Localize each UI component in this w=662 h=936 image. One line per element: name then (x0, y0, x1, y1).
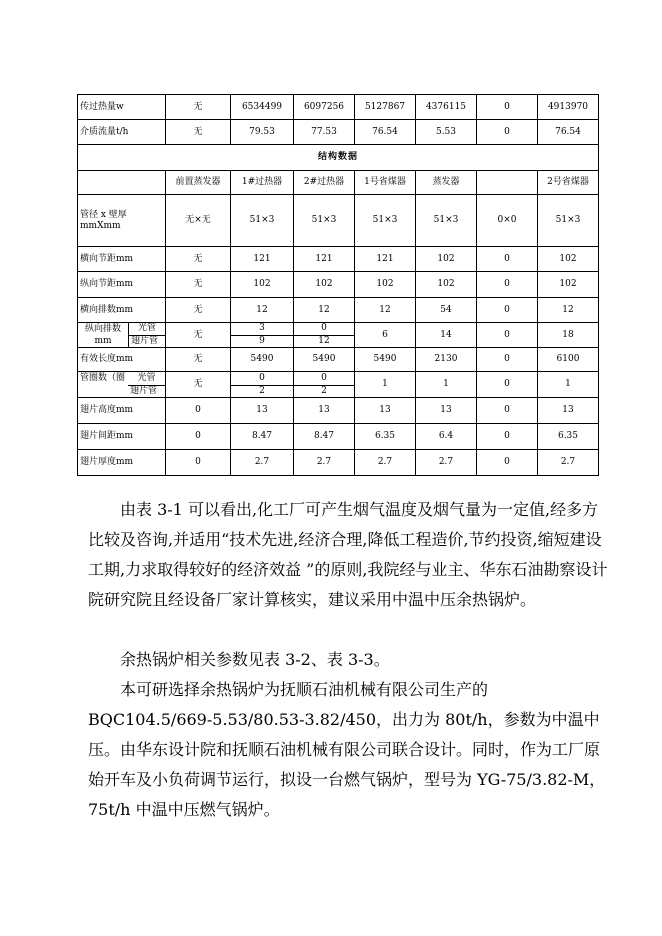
table-cell: 12 (294, 298, 355, 323)
table-cell: 54 (416, 298, 477, 323)
table-cell: 3 (259, 323, 265, 334)
table-cell: 51×3 (231, 195, 294, 247)
table-cell: 6.4 (416, 424, 477, 450)
sub-label: 翅片管 (129, 335, 166, 347)
sub-label: 翅片管 (128, 385, 165, 397)
sub-label: 光管 (137, 323, 156, 334)
table-cell: 76.54 (355, 120, 416, 145)
table-cell: 102 (538, 272, 599, 298)
table-cell: 18 (538, 323, 599, 348)
table-cell: 76.54 (538, 120, 599, 145)
table-cell: 13 (231, 398, 294, 424)
table-row (78, 298, 599, 323)
table-cell: 2.7 (231, 450, 294, 476)
row-label: 横向节距mm (78, 247, 166, 272)
table-cell: 0 (321, 323, 327, 334)
table-cell: 0 (477, 424, 538, 450)
table-row (78, 323, 599, 348)
row-label: 管径 x 壁厚 mmXmm (78, 195, 166, 247)
table-cell: 0 (477, 120, 538, 145)
table-cell: 13 (416, 398, 477, 424)
table-cell: 0 (477, 298, 538, 323)
boiler-parameter-table (77, 94, 599, 476)
table-cell: 4376115 (416, 95, 477, 120)
table-cell: 12 (355, 298, 416, 323)
table-cell: 12 (294, 335, 354, 347)
table-cell: 无 (166, 247, 231, 272)
table-cell: 121 (355, 247, 416, 272)
table-cell: 51×3 (416, 195, 477, 247)
table-cell: 1 (355, 372, 416, 398)
table-cell: 无 (166, 298, 231, 323)
table-cell: 无 (166, 323, 231, 348)
section-row (78, 145, 599, 171)
table-row (78, 272, 599, 298)
table-cell: 121 (294, 247, 355, 272)
table-cell: 51×3 (538, 195, 599, 247)
section-title: 结构数据 (78, 145, 599, 171)
table-cell: 无×无 (166, 195, 231, 247)
table-cell: 13 (538, 398, 599, 424)
table-cell: 0 (477, 272, 538, 298)
table-cell: 0 (477, 372, 538, 398)
table-cell: 0 (321, 372, 327, 383)
header-row (78, 171, 599, 195)
table-cell: 2.7 (416, 450, 477, 476)
row-label-unit: mm (94, 336, 112, 346)
table-cell: 13 (294, 398, 355, 424)
row-label: 纵向节距mm (78, 272, 166, 298)
table-cell: 13 (355, 398, 416, 424)
table-cell: 6097256 (294, 95, 355, 120)
table-row (78, 348, 599, 372)
table-cell: 5.53 (416, 120, 477, 145)
table-cell: 1 (538, 372, 599, 398)
paragraph-selection-rationale: 由表 3-1 可以看出,化工厂可产生烟气温度及烟气量为一定值,经多方比较及咨询,并适用“技术先进,经济合理,降低工程造价,节约投资,缩短建设工期,力求取得较好的经济效益 ”的原则,我院经与业主、华东石油勘察设计院研究院且经设备厂家计算核实，建议采用中温中压余热锅炉。 (88, 500, 608, 609)
table-cell: 102 (538, 247, 599, 272)
row-label: 有效长度mm (78, 348, 166, 372)
table-cell: 4913970 (538, 95, 599, 120)
paragraph-boiler-selection: 本可研选择余热锅炉为抚顺石油机械有限公司生产的 BQC104.5/669-5.53/80.53-3.82/450，出力为 80t/h，参数为中温中压。由华东设计院和抚顺石油机械有限公司联合设计。同时，作为工厂原始开车及小负荷调节运行，拟设一台燃气锅炉，型号为 YG-75/3.82-M，75t/h 中温中压燃气锅炉。 (88, 680, 606, 819)
row-label: 翅片间距mm (78, 424, 166, 450)
table-cell: 0 (477, 398, 538, 424)
row-label: 纵向排数 (84, 324, 121, 334)
row-label: 翅片厚度mm (78, 450, 166, 476)
table-row (78, 450, 599, 476)
table-cell: 无 (166, 272, 231, 298)
table-cell: 无 (166, 95, 231, 120)
table-row (78, 195, 599, 247)
table-cell: 9 (231, 335, 293, 347)
table-cell: 79.53 (231, 120, 294, 145)
table-cell: 6 (355, 323, 416, 348)
table-cell: 6.35 (538, 424, 599, 450)
table-row (78, 247, 599, 272)
column-header: 2号省煤器 (538, 171, 599, 195)
table-cell: 2.7 (355, 450, 416, 476)
table-cell: 6534499 (231, 95, 294, 120)
table-cell: 0 (259, 372, 265, 383)
table-cell: 102 (231, 272, 294, 298)
table-cell: 0 (166, 424, 231, 450)
column-header: 1#过热器 (231, 171, 294, 195)
table-cell: 102 (355, 272, 416, 298)
row-label: 横向排数mm (78, 298, 166, 323)
table-cell: 77.53 (294, 120, 355, 145)
table-cell: 51×3 (294, 195, 355, 247)
table-cell: 6100 (538, 348, 599, 372)
table-cell: 2 (294, 385, 354, 397)
column-header: 2#过热器 (294, 171, 355, 195)
table-cell: 0 (166, 398, 231, 424)
table-cell: 12 (538, 298, 599, 323)
table-cell: 5490 (231, 348, 294, 372)
table-cell: 0 (477, 450, 538, 476)
table-cell: 0 (166, 450, 231, 476)
column-header (78, 171, 166, 195)
table-cell: 121 (231, 247, 294, 272)
table-cell: 5490 (294, 348, 355, 372)
table-row (78, 95, 599, 120)
row-label: 翅片高度mm (78, 398, 166, 424)
table-cell: 0 (477, 348, 538, 372)
table-cell: 1 (416, 372, 477, 398)
column-header (477, 171, 538, 195)
table-row (78, 398, 599, 424)
table-row (78, 424, 599, 450)
table-cell: 无 (166, 372, 231, 398)
table-cell: 12 (231, 298, 294, 323)
table-cell: 8.47 (294, 424, 355, 450)
table-cell: 102 (416, 247, 477, 272)
table-cell: 14 (416, 323, 477, 348)
table-cell: 0 (477, 323, 538, 348)
table-cell: 102 (416, 272, 477, 298)
paragraph-table-reference: 余热锅炉相关参数见表 3-2、表 3-3。 (120, 650, 390, 669)
table-cell: 5127867 (355, 95, 416, 120)
table-cell: 无 (166, 120, 231, 145)
row-label-split (78, 323, 166, 348)
table-cell: 2 (231, 385, 293, 397)
table-cell: 51×3 (355, 195, 416, 247)
table-cell: 0×0 (477, 195, 538, 247)
table-row (78, 120, 599, 145)
table-cell: 102 (294, 272, 355, 298)
table-cell: 2130 (416, 348, 477, 372)
table-cell: 6.35 (355, 424, 416, 450)
sub-label: 光管 (137, 372, 156, 383)
column-header: 前置蒸发器 (166, 171, 231, 195)
row-label: 管圈数（圈 (80, 373, 126, 383)
table-cell: 0 (477, 247, 538, 272)
table-cell: 2.7 (294, 450, 355, 476)
row-label: 传过热量w (78, 95, 166, 120)
table-cell: 无 (166, 348, 231, 372)
table-row (78, 372, 599, 398)
table-cell: 8.47 (231, 424, 294, 450)
table-cell: 5490 (355, 348, 416, 372)
column-header: 蒸发器 (416, 171, 477, 195)
row-label-split (78, 372, 166, 398)
table-cell: 2.7 (538, 450, 599, 476)
table-cell: 0 (477, 95, 538, 120)
row-label: 介质流量t/h (78, 120, 166, 145)
column-header: 1号省煤器 (355, 171, 416, 195)
